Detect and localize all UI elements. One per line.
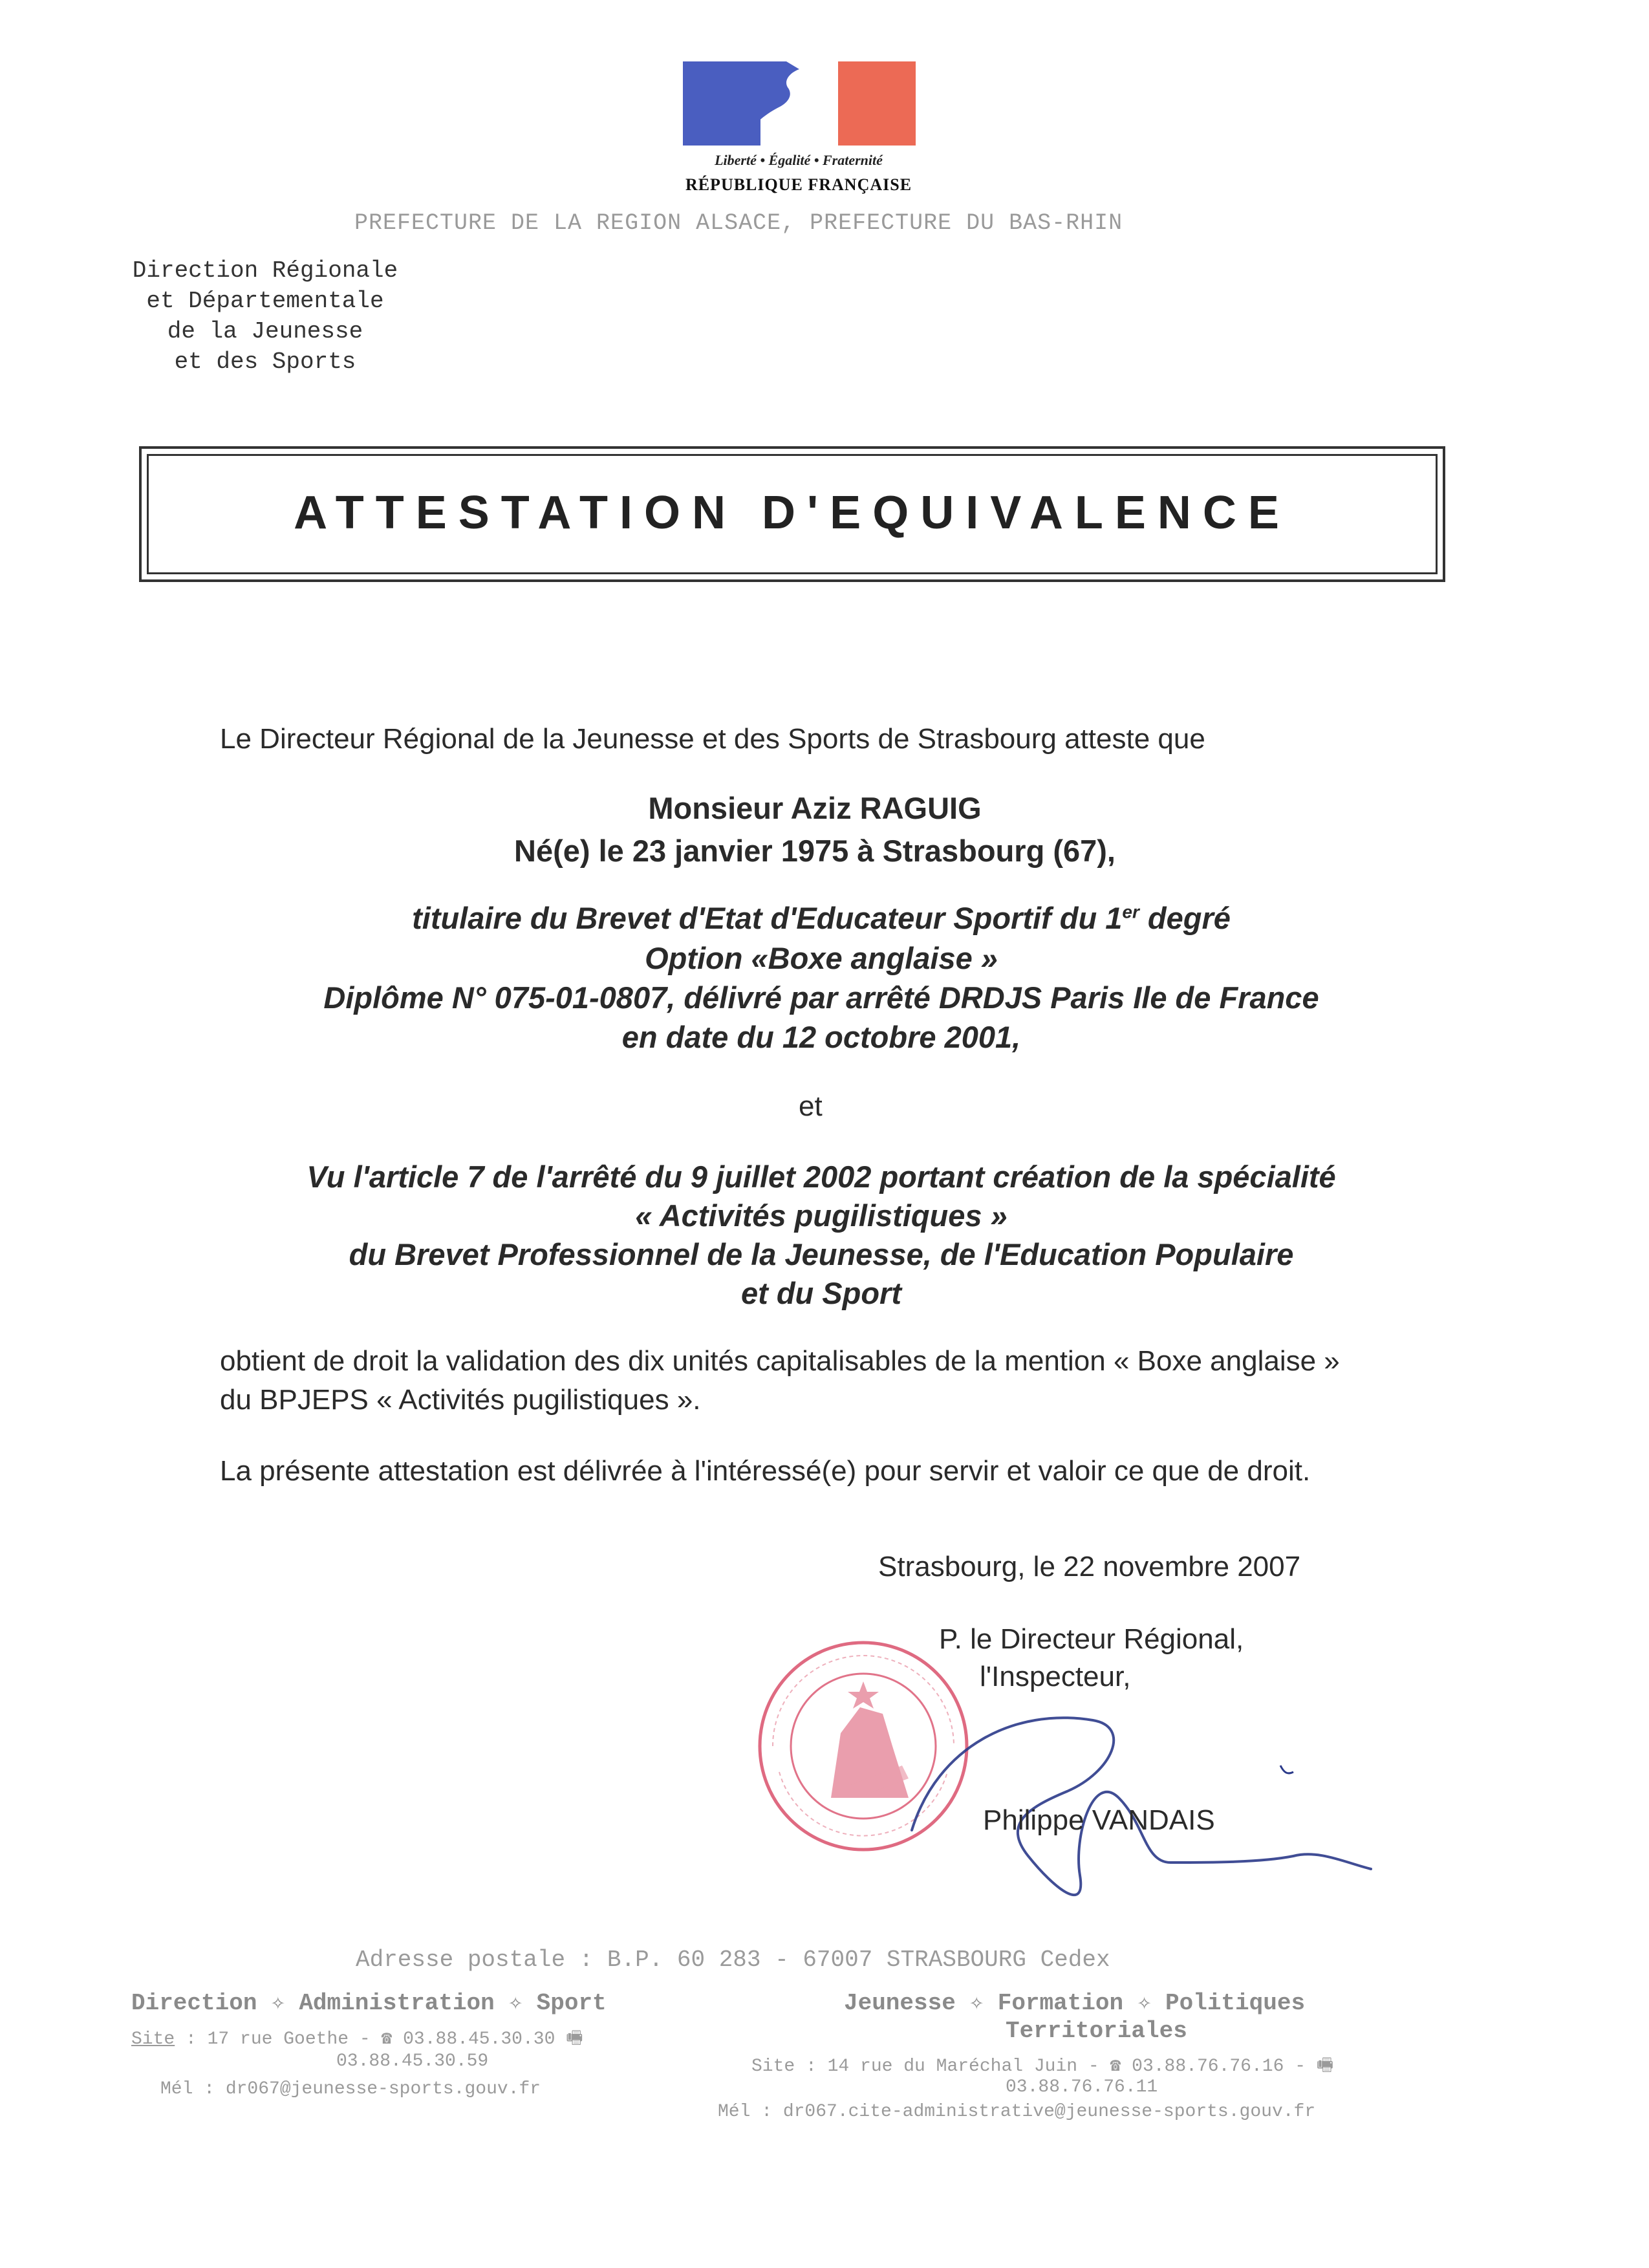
marianne-profile-icon	[760, 61, 838, 146]
tricolor-flag	[683, 61, 916, 146]
conjunction-text: et	[799, 1090, 823, 1122]
place-date: Strasbourg, le 22 novembre 2007	[878, 1551, 1301, 1582]
diploma-degree-sup: er	[1122, 902, 1139, 922]
flag-white-band	[760, 61, 838, 146]
validation-text: du BPJEPS « Activités pugilistiques ».	[220, 1384, 701, 1416]
diploma-title	[129, 900, 1513, 936]
article-line: du Brevet Professionnel de la Jeunesse, de l'Education Populaire	[349, 1237, 1294, 1271]
document-title: ATTESTATION D'EQUIVALENCE	[294, 487, 1291, 539]
direction-line: et Départementale	[146, 288, 384, 314]
flag-red-band	[838, 61, 916, 146]
direction-line: Direction Régionale	[132, 257, 398, 284]
republic-motto: Liberté • Égalité • Fraternité	[715, 152, 883, 168]
republic-name: RÉPUBLIQUE FRANÇAISE	[685, 175, 912, 194]
diploma-date: en date du 12 octobre 2001,	[621, 1020, 1021, 1054]
postal-address: Adresse postale : B.P. 60 283 - 67007 STRASBOURG Cedex	[356, 1947, 1110, 1973]
article-line: Vu l'article 7 de l'arrêté du 9 juillet 2002 portant création de la spécialité	[307, 1160, 1336, 1194]
intro-text: Le Directeur Régional de la Jeunesse et des Sports de Strasbourg atteste que	[220, 723, 1205, 755]
footer-right-fax: 03.88.76.76.11	[1006, 2077, 1158, 2097]
direction-block	[97, 255, 433, 377]
holder-birth: Né(e) le 23 janvier 1975 à Strasbourg (67),	[514, 834, 1116, 868]
flag-blue-band	[683, 61, 760, 146]
footer-site-label: Site	[131, 2029, 175, 2049]
diploma-number: Diplôme N° 075-01-0807, délivré par arrêté DRDJS Paris Ile de France	[323, 980, 1319, 1015]
article-line: et du Sport	[740, 1276, 902, 1310]
handwritten-signature-icon	[899, 1669, 1377, 1927]
article-line: « Activités pugilistiques »	[635, 1198, 1008, 1233]
footer-right-mail: Mél : dr067.cite-administrative@jeunesse-sports.gouv.fr	[718, 2102, 1316, 2122]
diploma-degree-word: degré	[1139, 901, 1231, 935]
footer-left-heading: Direction ✧ Administration ✧ Sport	[131, 1990, 607, 2016]
marianne-logo	[679, 61, 918, 197]
footer-right-heading-2: Territoriales	[1006, 2018, 1187, 2044]
signature-title: P. le Directeur Régional,	[939, 1623, 1244, 1655]
footer-left-fax: 03.88.45.30.59	[336, 2051, 489, 2071]
footer-left-mail: Mél : dr067@jeunesse-sports.gouv.fr	[160, 2079, 541, 2099]
signature-role: l'Inspecteur,	[980, 1661, 1131, 1692]
footer-right-heading: Jeunesse ✧ Formation ✧ Politiques	[844, 1990, 1306, 2016]
holder-name: Monsieur Aziz RAGUIG	[648, 791, 982, 825]
closing-text: La présente attestation est délivrée à l'intéressé(e) pour servir et valoir ce que de droit.	[220, 1455, 1311, 1487]
footer-left-site-text: : 17 rue Goethe - ☎ 03.88.45.30.30 🖷	[175, 2029, 583, 2049]
diploma-option: Option «Boxe anglaise »	[645, 941, 998, 975]
direction-line: et des Sports	[174, 349, 356, 375]
direction-line: de la Jeunesse	[167, 318, 363, 345]
prefecture-header: PREFECTURE DE LA REGION ALSACE, PREFECTURE DU BAS-RHIN	[354, 210, 1123, 236]
footer-left-site	[131, 2024, 583, 2055]
diploma-title-text: titulaire du Brevet d'Etat d'Educateur Sportif du 1	[412, 901, 1123, 935]
signatory-name: Philippe VANDAIS	[983, 1804, 1215, 1836]
footer-right-site: Site : 14 rue du Maréchal Juin - ☎ 03.88.76.76.16 - 🖷	[751, 2057, 1334, 2077]
validation-text: obtient de droit la validation des dix unités capitalisables de la mention « Boxe anglaise »	[220, 1345, 1340, 1377]
